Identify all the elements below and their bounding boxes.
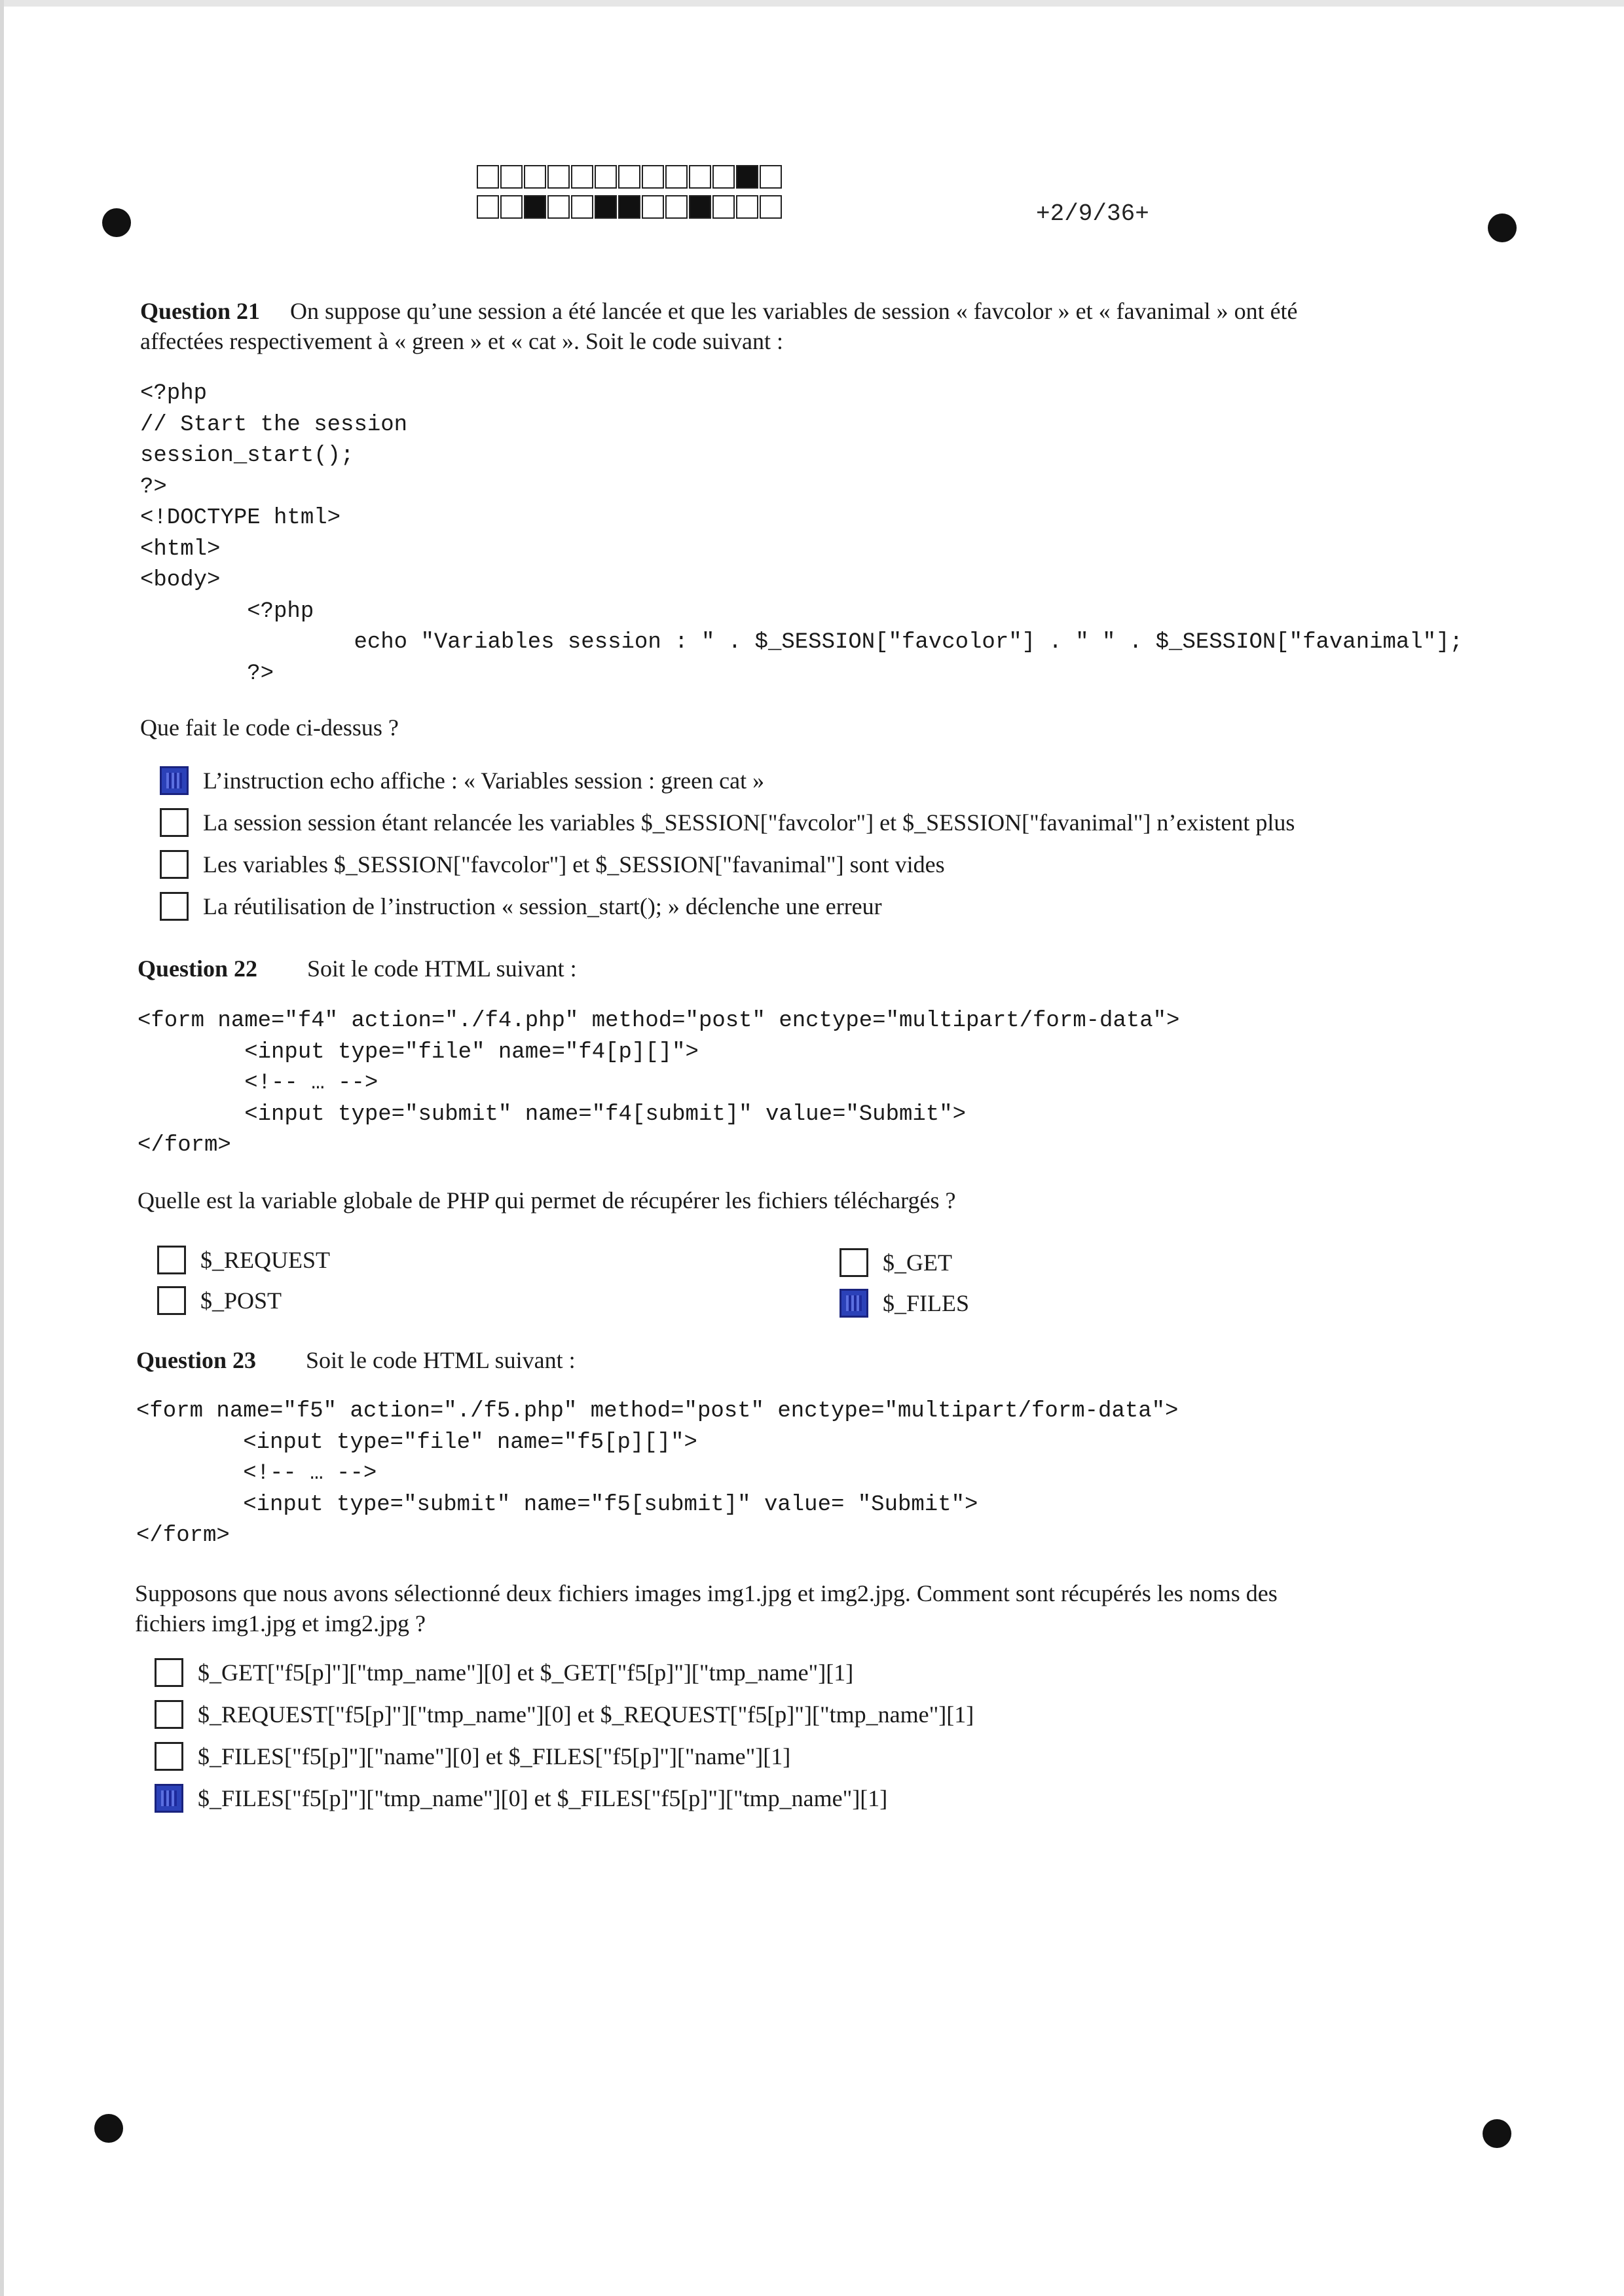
q21-option-a[interactable]	[160, 766, 764, 795]
barcode-cell	[547, 195, 570, 219]
q21-option-b[interactable]	[160, 808, 1295, 837]
q23-option-d[interactable]	[155, 1784, 887, 1813]
q22-option-request[interactable]	[157, 1246, 330, 1274]
page-top-edge	[0, 0, 1624, 7]
barcode-cell	[760, 195, 782, 219]
q21-option-c[interactable]	[160, 850, 945, 879]
q21-option-c-label: Les variables $_SESSION["favcolor"] et $_SESSION["favanimal"] sont vides	[203, 851, 945, 878]
barcode-cell	[524, 165, 546, 189]
barcode-row-1	[477, 165, 783, 189]
barcode-cell	[736, 195, 758, 219]
q21-checkbox-c[interactable]	[160, 850, 189, 879]
q22-text: Soit le code HTML suivant :	[307, 955, 577, 982]
q22-checkbox-files[interactable]	[840, 1289, 868, 1318]
barcode-cell	[712, 165, 735, 189]
barcode-cell	[477, 165, 499, 189]
q22-header	[138, 954, 1480, 984]
q22-prompt: Quelle est la variable globale de PHP qui permet de récupérer les fichiers téléchargés ?	[138, 1187, 956, 1213]
q23-option-d-label: $_FILES["f5[p]"]["tmp_name"][0] et $_FILES["f5[p]"]["tmp_name"][1]	[198, 1785, 888, 1811]
q23-option-b[interactable]	[155, 1700, 974, 1729]
barcode-cell	[712, 195, 735, 219]
q22-code-block: <form name="f4" action="./f4.php" method="post" enctype="multipart/form-data"> <input type="file" name="f4[p][]"> <!-- … --> <input type="submit" name="f4[submit]" value="Submit"> </form>	[138, 1009, 1180, 1158]
q23-prompt-line1: Supposons que nous avons sélectionné deux fichiers images img1.jpg et img2.jpg. Comment sont récupérés les noms des	[135, 1580, 1278, 1606]
q21-title: Question 21	[140, 298, 261, 324]
barcode-cell	[571, 195, 593, 219]
q21-text-line2: affectées respectivement à « green » et « cat ». Soit le code suivant :	[140, 328, 783, 354]
barcode-cell	[595, 195, 617, 219]
barcode-cell	[736, 165, 758, 189]
q23-title: Question 23	[136, 1347, 257, 1373]
barcode-cell	[689, 165, 711, 189]
barcode-cell	[665, 195, 688, 219]
q23-header	[136, 1345, 1479, 1375]
q22-checkbox-get[interactable]	[840, 1248, 868, 1277]
q22-option-get[interactable]	[840, 1248, 952, 1277]
q23-checkbox-b[interactable]	[155, 1700, 183, 1729]
barcode-cell	[500, 165, 523, 189]
registration-mark-bottom-right	[1483, 2119, 1511, 2148]
barcode-cell	[760, 165, 782, 189]
barcode-cell	[618, 165, 640, 189]
q21-option-d[interactable]	[160, 892, 882, 921]
q23-option-c[interactable]	[155, 1742, 790, 1771]
q22-option-post-label: $_POST	[200, 1287, 282, 1314]
barcode-cell	[618, 195, 640, 219]
page-code: +2/9/36+	[1036, 200, 1149, 227]
registration-mark-top-left	[102, 208, 131, 237]
q23-checkbox-a[interactable]	[155, 1658, 183, 1687]
q22-option-files[interactable]	[840, 1289, 969, 1318]
barcode-row-2	[477, 195, 783, 219]
q23-code-block: <form name="f5" action="./f5.php" method="post" enctype="multipart/form-data"> <input type="file" name="f5[p][]"> <!-- … --> <input type="submit" name="f5[submit]" value= "Submit"> </form>	[136, 1399, 1179, 1548]
barcode-cell	[689, 195, 711, 219]
barcode-cell	[547, 165, 570, 189]
q22-option-get-label: $_GET	[883, 1250, 952, 1276]
q23-option-c-label: $_FILES["f5[p]"]["name"][0] et $_FILES["f5[p]"]["name"][1]	[198, 1743, 791, 1769]
q21-text-line1: On suppose qu’une session a été lancée et que les variables de session « favcolor » et « favanimal » ont été	[290, 298, 1298, 324]
barcode-cell	[524, 195, 546, 219]
page-left-edge	[0, 0, 4, 2296]
q23-option-b-label: $_REQUEST["f5[p]"]["tmp_name"][0] et $_REQUEST["f5[p]"]["tmp_name"][1]	[198, 1701, 974, 1728]
q22-title: Question 22	[138, 955, 258, 982]
barcode-cell	[571, 165, 593, 189]
q21-header	[140, 296, 1483, 356]
q21-checkbox-b[interactable]	[160, 808, 189, 837]
q21-checkbox-a[interactable]	[160, 766, 189, 795]
q23-text: Soit le code HTML suivant :	[306, 1347, 576, 1373]
q23-prompt	[135, 1578, 1477, 1639]
q22-option-request-label: $_REQUEST	[200, 1247, 330, 1273]
barcode-cell	[665, 165, 688, 189]
q23-prompt-line2: fichiers img1.jpg et img2.jpg ?	[135, 1610, 426, 1637]
q21-prompt: Que fait le code ci-dessus ?	[140, 714, 399, 741]
q23-checkbox-c[interactable]	[155, 1742, 183, 1771]
barcode-cell	[595, 165, 617, 189]
barcode-cell	[642, 165, 664, 189]
q22-option-files-label: $_FILES	[883, 1290, 970, 1316]
q22-checkbox-request[interactable]	[157, 1246, 186, 1274]
q23-option-a-label: $_GET["f5[p]"]["tmp_name"][0] et $_GET["f5[p]"]["tmp_name"][1]	[198, 1659, 854, 1686]
registration-mark-bottom-left	[94, 2114, 123, 2143]
q22-checkbox-post[interactable]	[157, 1286, 186, 1315]
q22-option-post[interactable]	[157, 1286, 282, 1315]
registration-mark-top-right	[1488, 213, 1517, 242]
q21-option-b-label: La session session étant relancée les variables $_SESSION["favcolor"] et $_SESSION["favanimal"] n’existent plus	[203, 809, 1295, 836]
barcode-cell	[642, 195, 664, 219]
q21-checkbox-d[interactable]	[160, 892, 189, 921]
q21-option-d-label: La réutilisation de l’instruction « session_start(); » déclenche une erreur	[203, 893, 882, 919]
q21-code-block: <?php // Start the session session_start(); ?> <!DOCTYPE html> <html> <body> <?php echo "Variables session : " . $_SESSION["favcolor"] . " " . $_SESSION["favanimal"]; ?>	[140, 381, 1463, 686]
barcode-cell	[500, 195, 523, 219]
barcode-cell	[477, 195, 499, 219]
q23-checkbox-d[interactable]	[155, 1784, 183, 1813]
q23-option-a[interactable]	[155, 1658, 853, 1687]
q21-option-a-label: L’instruction echo affiche : « Variables session : green cat »	[203, 768, 765, 794]
